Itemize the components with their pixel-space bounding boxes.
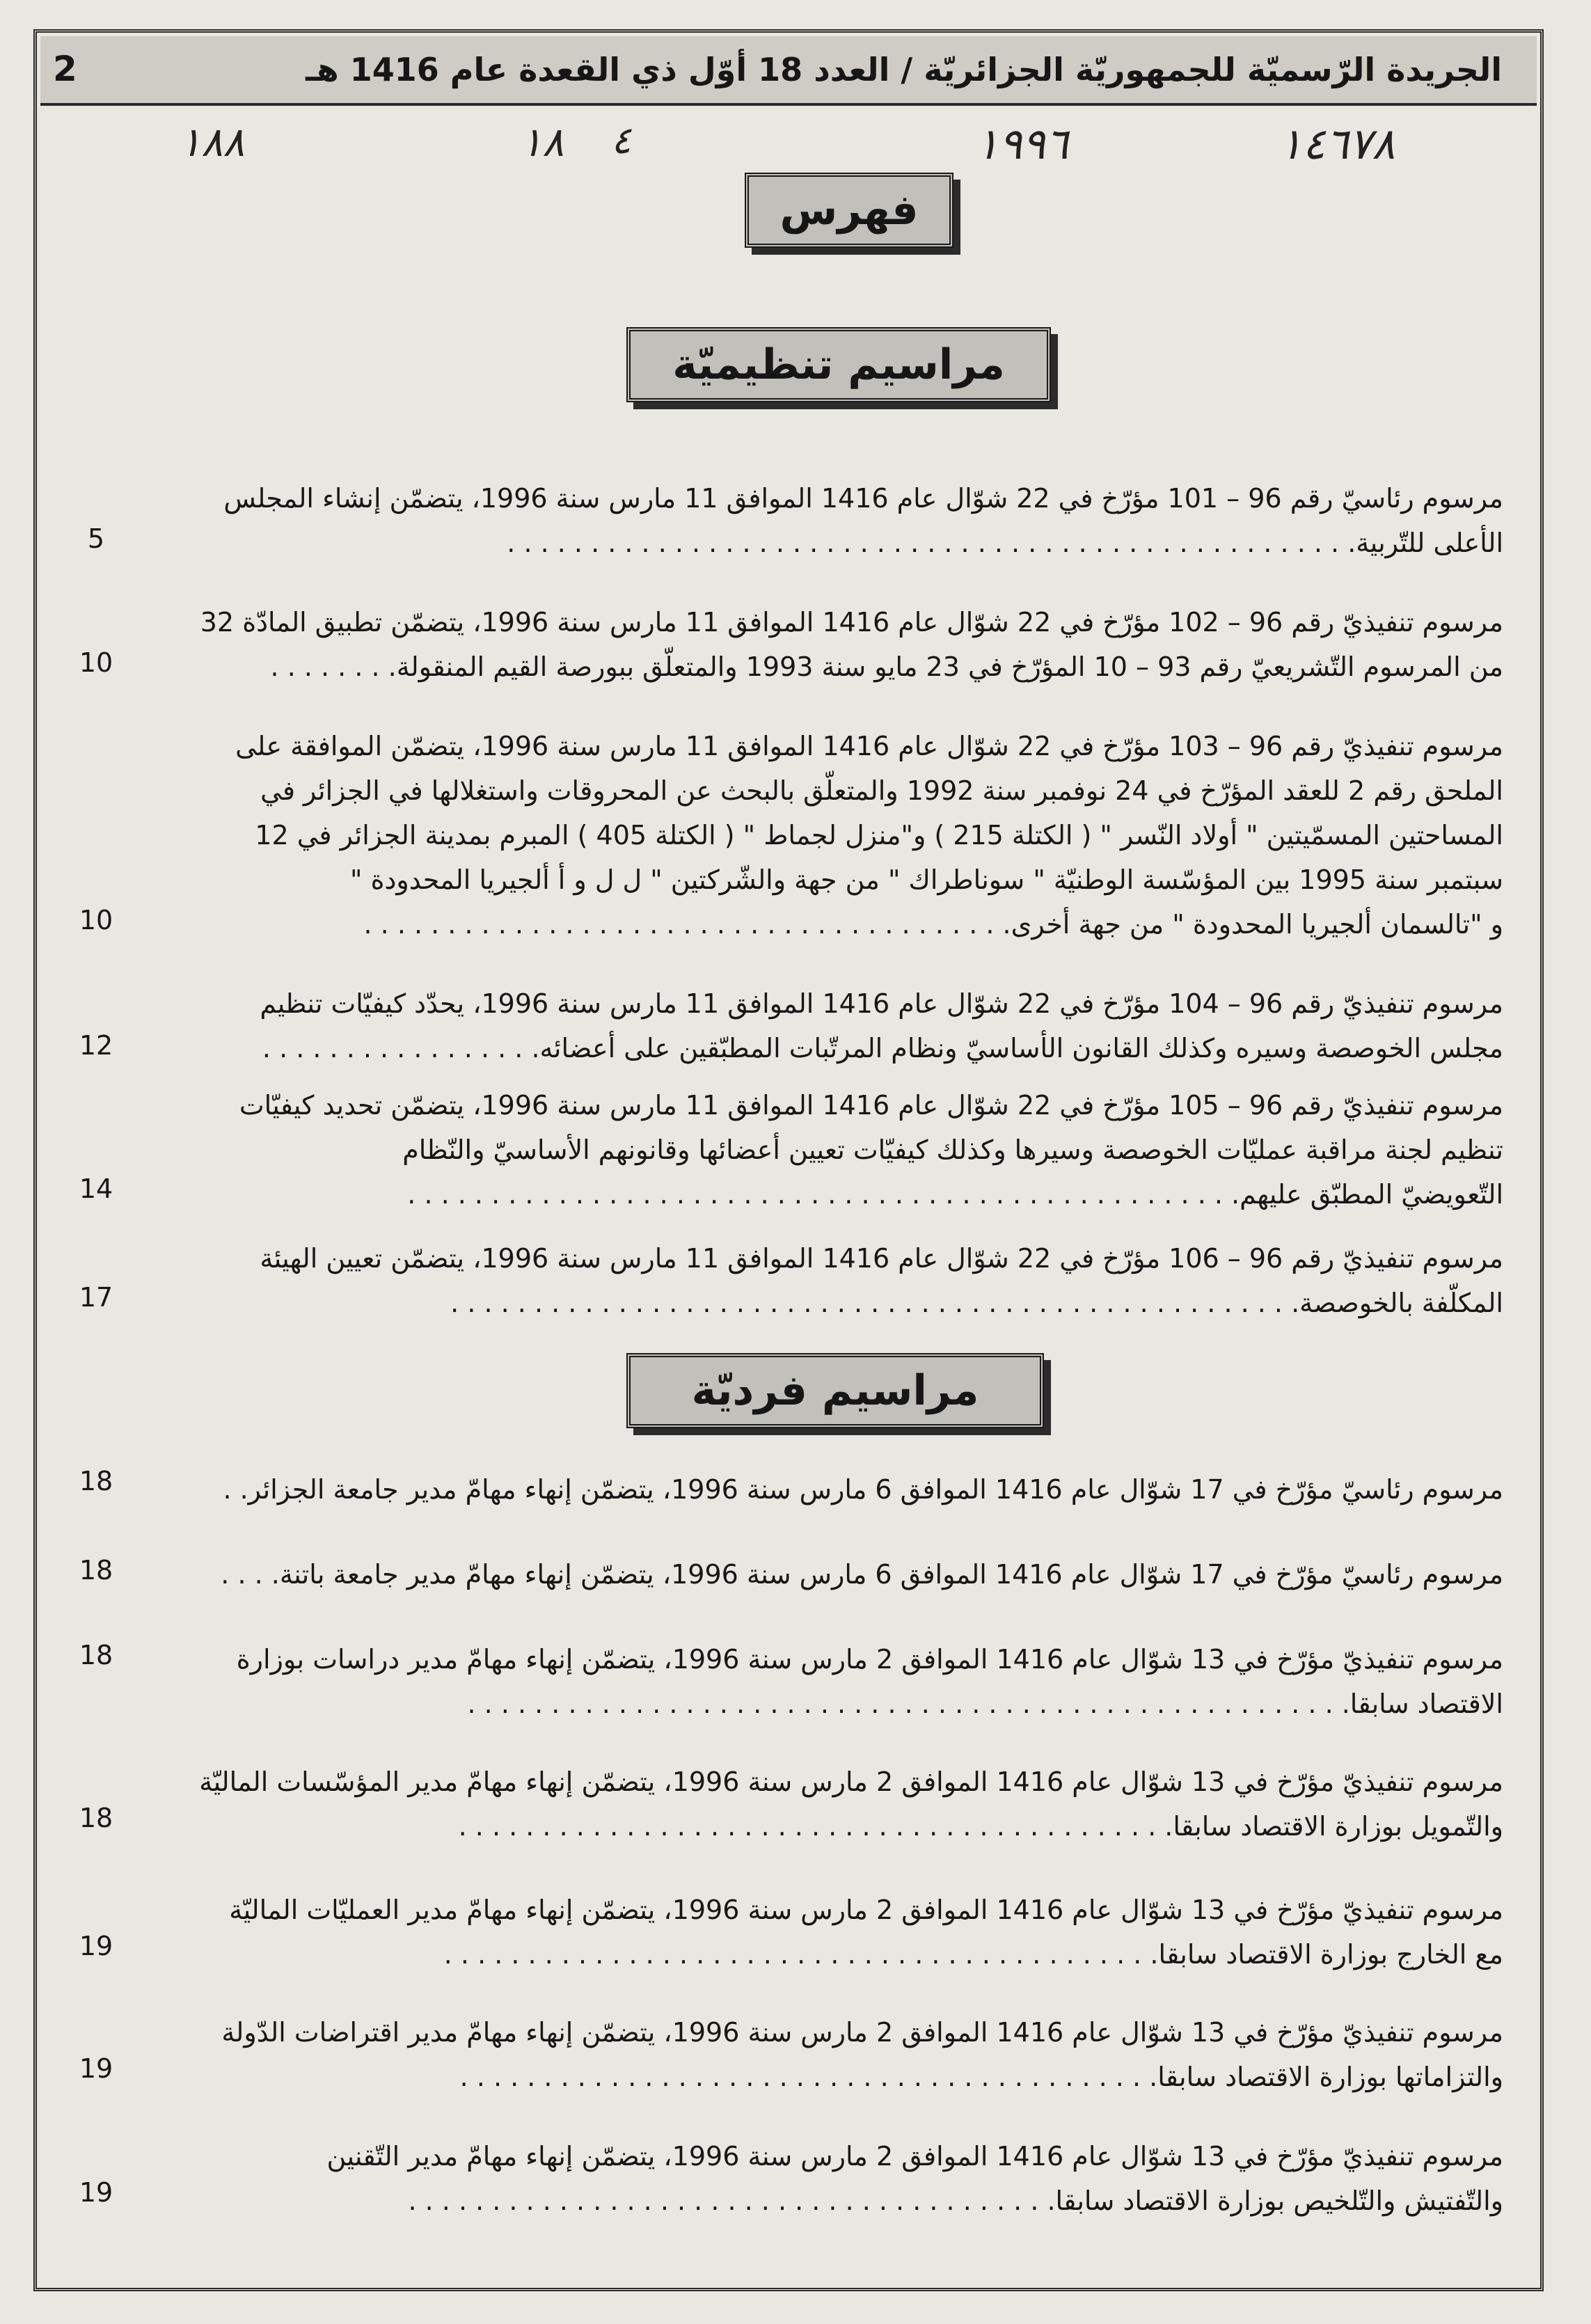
entry-line: مرسوم تنفيذيّ مؤرّخ في 13 شوّال عام 1416 الموافق 2 مارس سنة 1996، يتضمّن إنهاء مهامّ مدير العمليّات الماليّة <box>229 1895 1503 1925</box>
entry-line: مرسوم تنفيذيّ مؤرّخ في 13 شوّال عام 1416 الموافق 2 مارس سنة 1996، يتضمّن إنهاء مهامّ مدير المؤسّسات الماليّة <box>199 1766 1503 1797</box>
page-ref: 14 <box>79 1173 113 1204</box>
page-ref: 12 <box>79 1030 113 1061</box>
entry-line: الأعلى للتّربية. . . . . . . . . . . . . . . . . . . . . . . . . . . . . . . . . . . . . . . . . . . . . . . . . . . <box>507 528 1503 558</box>
page-ref: 18 <box>79 1803 113 1833</box>
handwritten-number: ١٤٦٧٨ <box>1279 118 1395 169</box>
handwritten-note: ١٨٨ <box>180 118 245 166</box>
entry-line: والتّفتيش والتّلخيص بوزارة الاقتصاد سابقا. . . . . . . . . . . . . . . . . . . . . . . . . . . . . . . . . . . . . . . <box>408 2185 1503 2216</box>
entry-line: المساحتين المسمّيتين " أولاد النّسر " ( الكتلة 215 ) و"منزل لجماط " ( الكتلة 405 ) المبرم بمدينة الجزائر في 12 <box>255 820 1503 851</box>
index-title: فهرس <box>745 173 953 248</box>
toc-entry[interactable] <box>77 1888 1503 1977</box>
page-ref: 19 <box>79 2177 113 2208</box>
page-ref: 19 <box>79 1931 113 1961</box>
page-ref: 18 <box>79 1640 113 1670</box>
entry-line: مرسوم تنفيذيّ رقم 96 – 106 مؤرّخ في 22 شوّال عام 1416 الموافق 11 مارس سنة 1996، يتضمّن تعيين الهيئة <box>260 1243 1503 1274</box>
toc-entry[interactable] <box>77 600 1503 689</box>
page-header <box>40 36 1537 106</box>
page-number: 2 <box>53 49 77 89</box>
entry-line: مرسوم تنفيذيّ مؤرّخ في 13 شوّال عام 1416 الموافق 2 مارس سنة 1996، يتضمّن إنهاء مهامّ مدير دراسات بوزارة <box>236 1644 1503 1675</box>
handwritten-note: ٤ <box>611 118 632 162</box>
entry-line: الملحق رقم 2 للعقد المؤرّخ في 24 نوفمبر سنة 1992 والمتعلّق بالبحث عن المحروقات واستغلالها في الجزائر في <box>260 775 1503 806</box>
entry-line: المكلّفة بالخوصصة. . . . . . . . . . . . . . . . . . . . . . . . . . . . . . . . . . . . . . . . . . . . . . . . . . . <box>450 1288 1503 1318</box>
toc-entry[interactable] <box>77 1083 1503 1217</box>
toc-entry[interactable] <box>77 476 1503 565</box>
entry-line: مرسوم رئاسيّ رقم 96 – 101 مؤرّخ في 22 شوّال عام 1416 الموافق 11 مارس سنة 1996، يتضمّن إنشاء المجلس <box>223 483 1503 514</box>
toc-entry[interactable] <box>77 981 1503 1070</box>
individual-decrees-title: مراسيم فرديّة <box>626 1353 1044 1428</box>
gazette-title: الجريدة الرّسميّة للجمهوريّة الجزائريّة / العدد 18 أوّل ذي القعدة عام 1416 هـ <box>306 51 1502 88</box>
toc-entry[interactable] <box>77 1552 1503 1597</box>
entry-line: والتزاماتها بوزارة الاقتصاد سابقا. . . . . . . . . . . . . . . . . . . . . . . . . . . . . . . . . . . . . . . . . . <box>459 2062 1503 2092</box>
page-ref: 19 <box>79 2053 113 2084</box>
entry-line: التّعويضيّ المطبّق عليهم. . . . . . . . . . . . . . . . . . . . . . . . . . . . . . . . . . . . . . . . . . . . . . . . . . <box>407 1179 1503 1210</box>
entry-line: مرسوم تنفيذيّ رقم 96 – 102 مؤرّخ في 22 شوّال عام 1416 الموافق 11 مارس سنة 1996، يتضمّن تطبيق المادّة 32 <box>200 607 1503 638</box>
entry-line: مرسوم تنفيذيّ رقم 96 – 103 مؤرّخ في 22 شوّال عام 1416 الموافق 11 مارس سنة 1996، يتضمّن الموافقة على <box>235 731 1503 761</box>
toc-entry[interactable] <box>77 724 1503 947</box>
entry-line: مرسوم تنفيذيّ رقم 96 – 104 مؤرّخ في 22 شوّال عام 1416 الموافق 11 مارس سنة 1996، يحدّد كيفيّات تنظيم <box>260 988 1503 1019</box>
entry-line: مرسوم تنفيذيّ مؤرّخ في 13 شوّال عام 1416 الموافق 2 مارس سنة 1996، يتضمّن إنهاء مهامّ مدير التّقنين <box>326 2141 1503 2172</box>
toc-entry[interactable] <box>77 1236 1503 1325</box>
page-ref: 17 <box>79 1282 113 1313</box>
entry-line: مرسوم تنفيذيّ مؤرّخ في 13 شوّال عام 1416 الموافق 2 مارس سنة 1996، يتضمّن إنهاء مهامّ مدير اقتراضات الدّولة <box>221 2017 1503 2048</box>
page-ref: 18 <box>79 1466 113 1496</box>
regulatory-decrees-title: مراسيم تنظيميّة <box>626 327 1051 402</box>
toc-entry[interactable] <box>77 1760 1503 1849</box>
entry-line: مرسوم رئاسيّ مؤرّخ في 17 شوّال عام 1416 الموافق 6 مارس سنة 1996، يتضمّن إنهاء مهامّ مدير جامعة باتنة. . . . <box>221 1559 1503 1590</box>
page-ref: 10 <box>79 647 113 678</box>
handwritten-year: ١٩٩٦ <box>976 118 1069 169</box>
entry-line: الاقتصاد سابقا. . . . . . . . . . . . . . . . . . . . . . . . . . . . . . . . . . . . . . . . . . . . . . . . . . . . . <box>467 1689 1503 1719</box>
entry-line: والتّمويل بوزارة الاقتصاد سابقا. . . . . . . . . . . . . . . . . . . . . . . . . . . . . . . . . . . . . . . . . . . <box>458 1811 1503 1842</box>
toc-entry[interactable] <box>77 2010 1503 2099</box>
entry-line: مرسوم رئاسيّ مؤرّخ في 17 شوّال عام 1416 الموافق 6 مارس سنة 1996، يتضمّن إنهاء مهامّ مدير جامعة الجزائر. . <box>223 1474 1503 1505</box>
toc-entry[interactable] <box>77 1637 1503 1726</box>
entry-line: و "تالسمان ألجيريا المحدودة " من جهة أخرى. . . . . . . . . . . . . . . . . . . . . . . . . . . . . . . . . . . . . . . <box>363 909 1503 940</box>
entry-line: مع الخارج بوزارة الاقتصاد سابقا. . . . . . . . . . . . . . . . . . . . . . . . . . . . . . . . . . . . . . . . . . . <box>443 1939 1503 1970</box>
page-ref: 10 <box>79 905 113 935</box>
entry-line: مجلس الخوصصة وسيره وكذلك القانون الأساسيّ ونظام المرتّبات المطبّقين على أعضائه. . . . . . . . . . . . . . . . . <box>262 1033 1503 1064</box>
page-ref: 18 <box>79 1555 113 1586</box>
entry-line: تنظيم لجنة مراقبة عمليّات الخوصصة وسيرها وكذلك كيفيّات تعيين أعضائها وقانونهم الأساسيّ والنّظام <box>402 1135 1503 1165</box>
handwritten-note: ١٨ <box>521 118 564 166</box>
toc-entry[interactable] <box>77 2134 1503 2223</box>
entry-line: سبتمبر سنة 1995 بين المؤسّسة الوطنيّة " سوناطراك " من جهة والشّركتين " ل ل و أ ألجيريا المحدودة " <box>350 864 1503 895</box>
entry-line: من المرسوم التّشريعيّ رقم 93 – 10 المؤرّخ في 23 مايو سنة 1993 والمتعلّق ببورصة القيم المنقولة. . . . . . . . <box>270 651 1503 682</box>
page-ref: 5 <box>87 523 105 554</box>
entry-line: مرسوم تنفيذيّ رقم 96 – 105 مؤرّخ في 22 شوّال عام 1416 الموافق 11 مارس سنة 1996، يتضمّن تحديد كيفيّات <box>239 1090 1503 1121</box>
toc-entry[interactable] <box>77 1467 1503 1512</box>
